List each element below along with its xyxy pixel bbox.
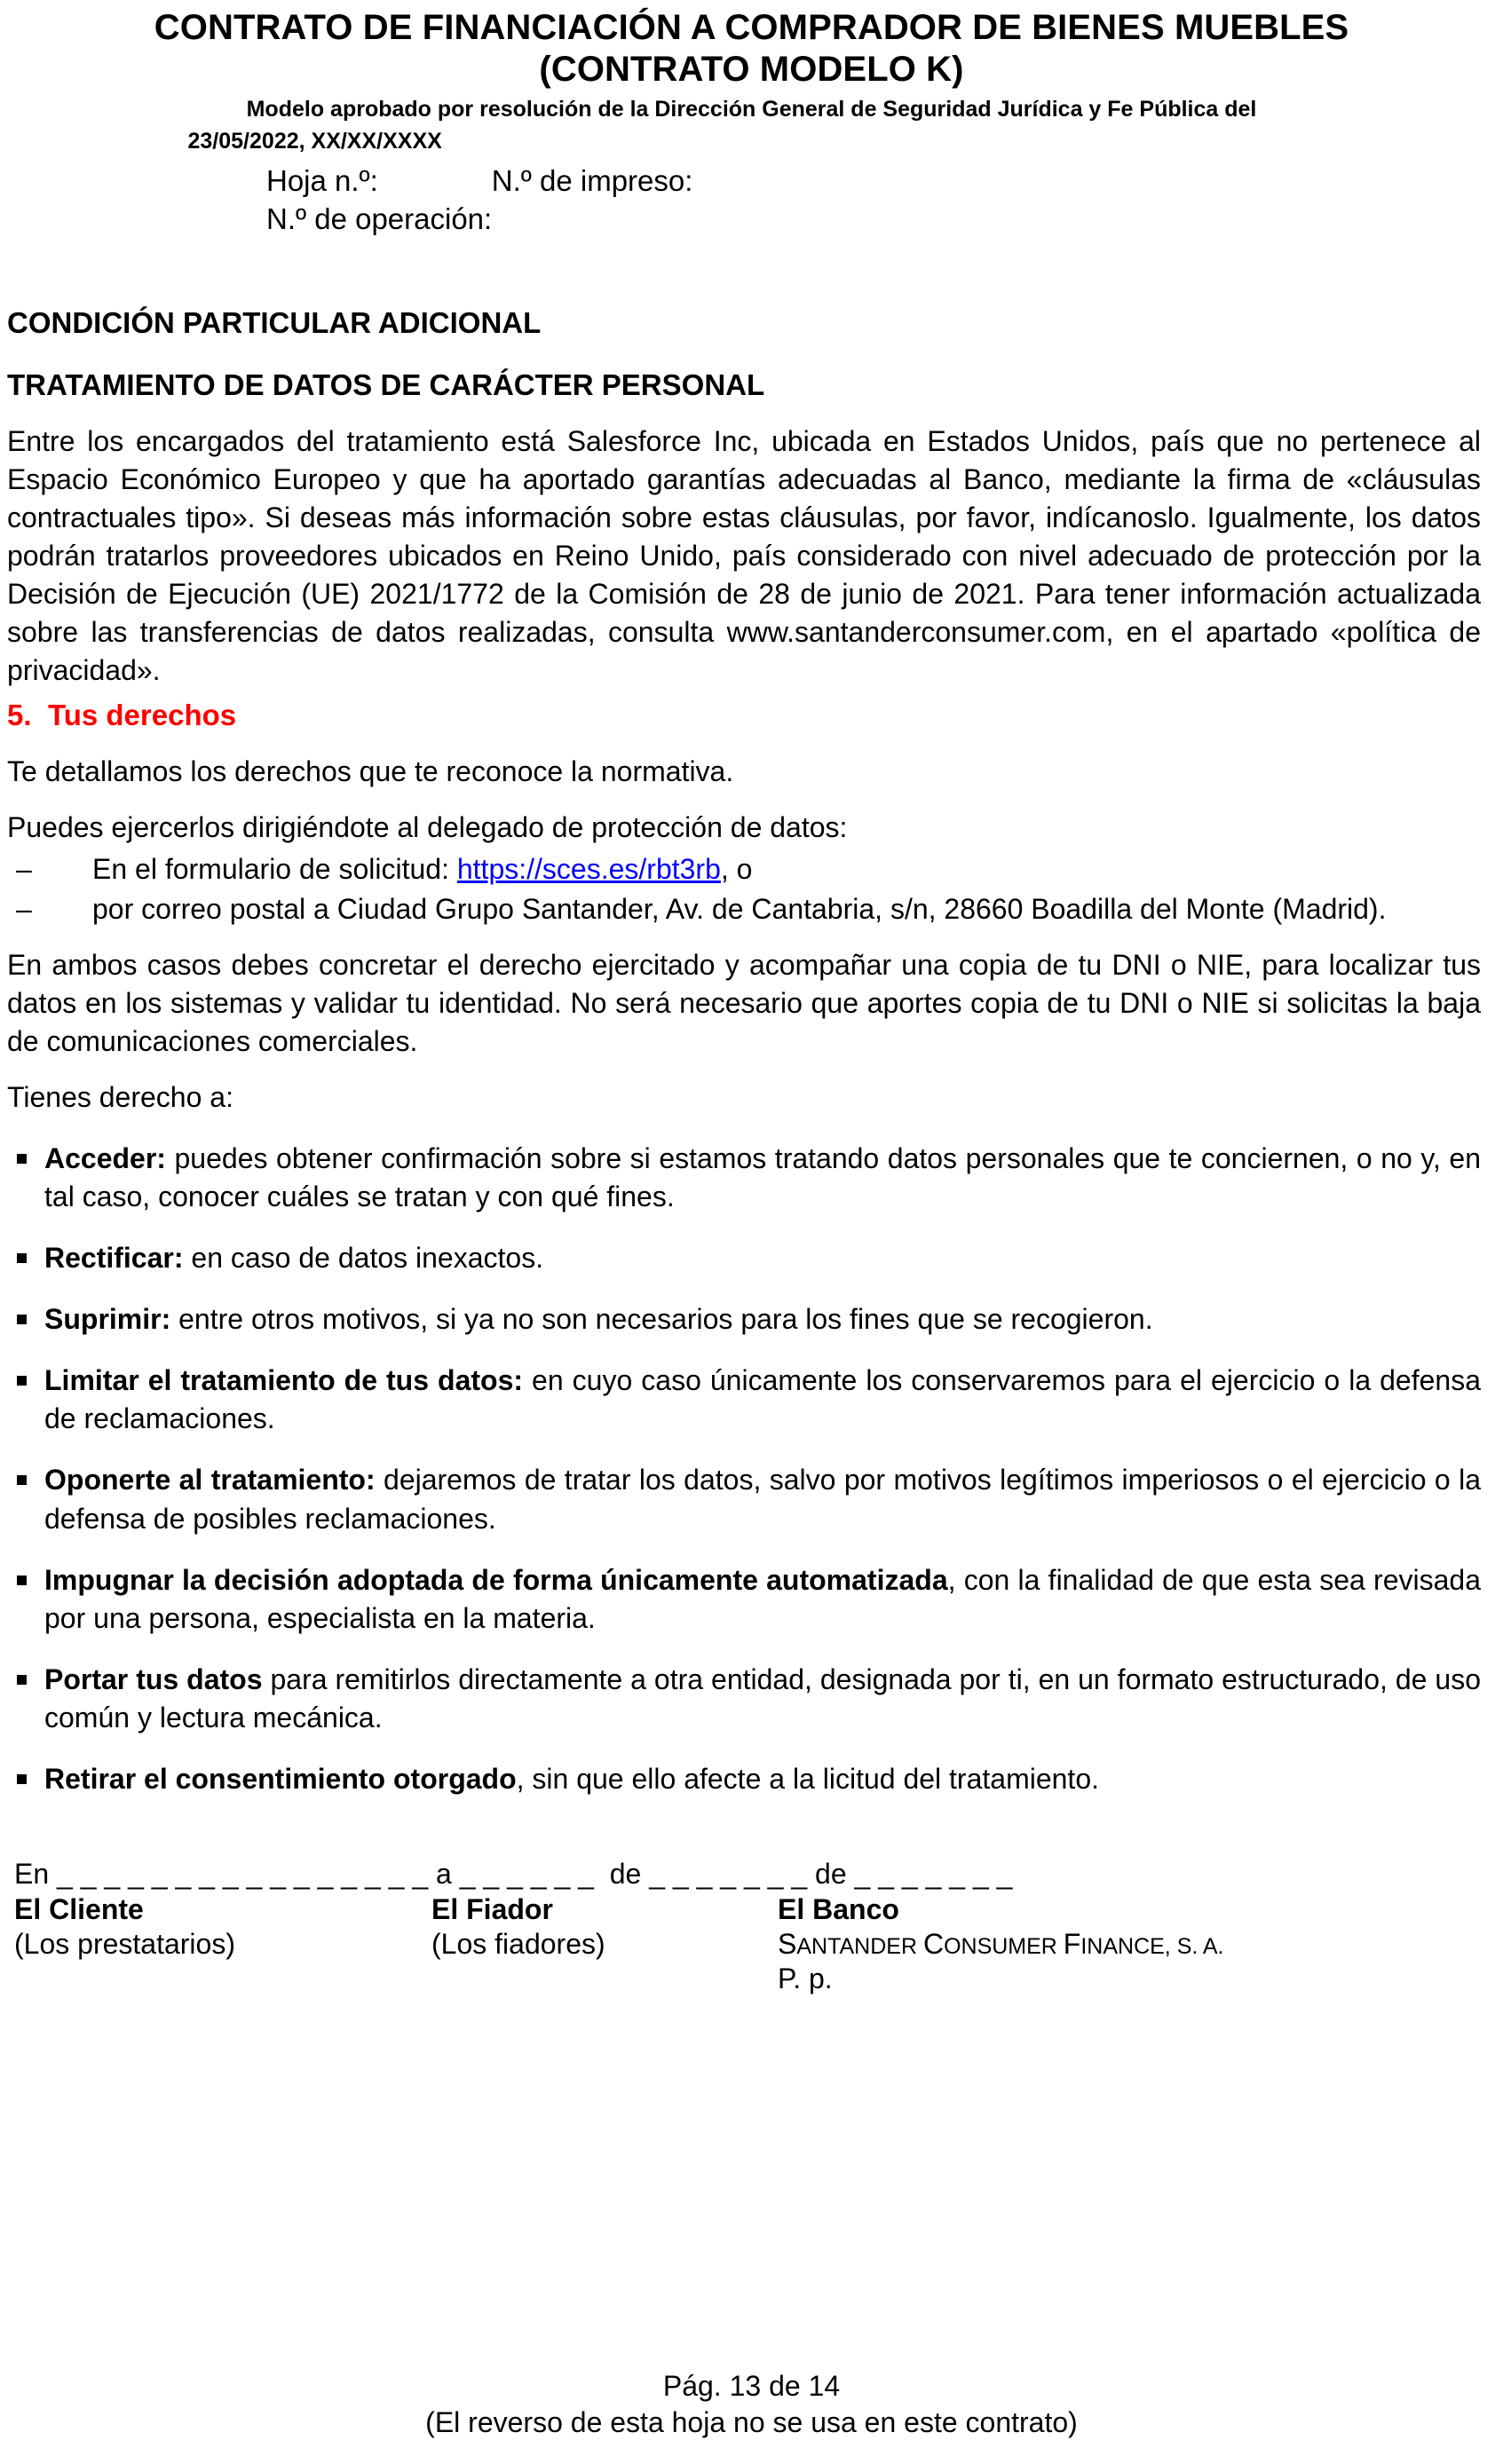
right-description: en caso de datos inexactos. <box>183 1242 544 1275</box>
paragraph-identidad: En ambos casos debes concretar el derecho ejercitado y acompañar una copia de tu DNI o NIE, para localizar tus datos en los sistemas y validar tu identidad. No será necesario que aportes copia de tu DNI o NIE si solicitas la baja de comunicaciones comerciales. <box>7 949 1481 1058</box>
dash-bullet-icon: ‒ <box>16 853 32 886</box>
list-item <box>7 1661 1481 1737</box>
bank-entity-s1: S <box>778 1928 797 1961</box>
heading-tratamiento-datos: TRATAMIENTO DE DATOS DE CARÁCTER PERSONAL <box>7 368 765 402</box>
section-number: 5. <box>7 699 32 732</box>
heading-condicion-particular-adicional: CONDICIÓN PARTICULAR ADICIONAL <box>7 305 542 339</box>
square-bullet-icon <box>17 1154 27 1164</box>
dash-item-suffix: , o <box>720 853 753 886</box>
signature-columns <box>14 1892 1481 1996</box>
dash-item-prefix: En el formulario de solicitud: <box>92 853 457 886</box>
bank-pp-label: P. p. <box>778 1963 833 1995</box>
form-fields-row-1 <box>266 162 1503 200</box>
square-bullet-icon <box>17 1675 27 1685</box>
client-subtitle: (Los prestatarios) <box>14 1928 235 1961</box>
bank-entity-name <box>778 1927 1452 1962</box>
bank-entity-s2: C <box>922 1928 945 1961</box>
paragraph-tienes-derecho-a: Tienes derecho a: <box>7 1081 233 1114</box>
square-bullet-icon <box>17 1315 27 1324</box>
document-title-line-2: (CONTRATO MODELO K) <box>539 50 964 90</box>
list-item <box>7 1561 1481 1638</box>
dash-item-prefix: por correo postal a Ciudad Grupo Santander, Av. de Cantabria, s/n, 28660 Boadilla del Monte (Madrid). <box>92 893 1387 926</box>
right-name: Oponerte al tratamiento: <box>44 1464 376 1497</box>
bank-entity-r1: ANTANDER <box>796 1934 923 1960</box>
square-bullet-icon <box>17 1774 27 1784</box>
right-name: Suprimir: <box>44 1303 171 1336</box>
signature-block <box>7 1857 1481 1996</box>
list-item <box>7 890 1481 928</box>
square-bullet-icon <box>17 1376 27 1386</box>
bank-entity-r2: ONSUMER <box>944 1934 1064 1960</box>
document-title <box>122 7 1382 91</box>
bank-entity-r3: INANCE, S. A. <box>1080 1934 1224 1960</box>
right-description: en cuyo caso únicamente los conservaremos para el ejercicio o la defensa de reclamaciones. <box>44 1364 1482 1435</box>
list-item <box>7 1300 1481 1339</box>
paragraph-ejercerlos: Puedes ejercerlos dirigiéndote al delegado de protección de datos: <box>7 811 848 844</box>
right-description: , con la finalidad de que esta sea revisada por una persona, especialista en la materia. <box>44 1563 1482 1634</box>
document-body <box>0 304 1503 1996</box>
list-item <box>7 1362 1481 1438</box>
right-description: entre otros motivos, si ya no son necesarios para los fines que se recogieron. <box>170 1303 1153 1336</box>
guarantor-subtitle: (Los fiadores) <box>431 1928 605 1961</box>
right-description: dejaremos de tratar los datos, salvo por motivos legítimos imperiosos o el ejercicio o la defensa de posibles reclamaciones. <box>44 1464 1482 1535</box>
form-fields-block <box>0 162 1503 237</box>
square-bullet-icon <box>17 1475 27 1485</box>
guarantor-title: El Fiador <box>431 1893 553 1926</box>
document-title-line-1: CONTRATO DE FINANCIACIÓN A COMPRADOR DE BIENES MUEBLES <box>154 8 1349 47</box>
footer-note: (El reverso de esta hoja no se usa en este contrato) <box>425 2405 1078 2438</box>
contact-methods-list <box>7 850 1481 928</box>
signature-column-client <box>14 1892 431 1996</box>
right-name: Acceder: <box>44 1142 166 1175</box>
section-title-text: Tus derechos <box>48 699 237 732</box>
client-title: El Cliente <box>14 1893 144 1926</box>
form-fields-row-2 <box>266 201 1503 238</box>
paragraph-derechos-lead: Te detallamos los derechos que te reconoce la normativa. <box>7 755 734 788</box>
document-header <box>0 0 1503 157</box>
bank-entity-s3: F <box>1063 1928 1081 1961</box>
square-bullet-icon <box>17 1253 27 1263</box>
form-number-label: N.º de impreso: <box>491 164 693 198</box>
list-item <box>7 1140 1481 1216</box>
right-name: Impugnar la decisión adoptada de forma únicamente automatizada <box>44 1563 948 1596</box>
right-name: Limitar el tratamiento de tus datos: <box>44 1364 524 1397</box>
right-name: Portar tus datos <box>44 1662 263 1695</box>
right-description: puedes obtener confirmación sobre si estamos tratando datos personales que te conciernen, o no y, en tal caso, conocer cuáles se tratan y con qué fines. <box>44 1142 1481 1213</box>
signature-column-guarantor <box>431 1892 778 1996</box>
signature-column-bank <box>778 1892 1452 1996</box>
list-item <box>7 850 1481 888</box>
square-bullet-icon <box>17 1576 27 1585</box>
list-item <box>7 1760 1481 1798</box>
document-subtitle <box>162 94 1342 157</box>
operation-number-label: N.º de operación: <box>266 201 493 235</box>
right-name: Retirar el consentimiento otorgado <box>44 1762 517 1795</box>
rights-list <box>7 1140 1481 1797</box>
page-footer <box>0 2368 1503 2441</box>
signature-date-line: En _ _ _ _ _ _ _ _ _ _ _ _ _ _ _ _ a _ _ _ _ _ _ de _ _ _ _ _ _ _ de _ _ _ _ _ _ _ <box>14 1857 1013 1890</box>
right-name: Rectificar: <box>44 1242 184 1275</box>
heading-tus-derechos <box>7 697 1481 735</box>
list-item <box>7 1461 1481 1537</box>
document-subtitle-date: 23/05/2022, XX/XX/XXXX <box>187 128 442 154</box>
sheet-number-label: Hoja n.º: <box>266 164 378 198</box>
list-item <box>7 1239 1481 1277</box>
page-number-label: Pág. 13 de 14 <box>662 2370 841 2402</box>
bank-title: El Banco <box>778 1893 899 1926</box>
right-description: para remitirlos directamente a otra entidad, designada por ti, en un formato estructurado, de uso común y lectura mecánica. <box>44 1662 1482 1733</box>
document-subtitle-line-1: Modelo aprobado por resolución de la Dirección General de Seguridad Jurídica y Fe Pública del <box>246 97 1257 122</box>
solicitud-form-link[interactable]: https://sces.es/rbt3rb <box>456 853 721 886</box>
paragraph-encargados-tratamiento: Entre los encargados del tratamiento está Salesforce Inc, ubicada en Estados Unidos, país que no pertenece al Espacio Económico Europeo y que ha aportado garantías adecuadas al Banco, mediante la firma de «cláusulas contractuales tipo». Si deseas más información sobre estas cláusulas, por favor, indícanoslo. Igualmente, los datos podrán tratarlos proveedores ubicados en Reino Unido, país considerado con nivel adecuado de protección por la Decisión de Ejecución (UE) 2021/1772 de la Comisión de 28 de junio de 2021. Para tener información actualizada sobre las transferencias de datos realizadas, consulta www.santanderconsumer.com, en el apartado «política de privacidad». <box>7 424 1481 687</box>
dash-bullet-icon: ‒ <box>16 893 32 926</box>
right-description: , sin que ello afecte a la licitud del tratamiento. <box>516 1762 1099 1795</box>
